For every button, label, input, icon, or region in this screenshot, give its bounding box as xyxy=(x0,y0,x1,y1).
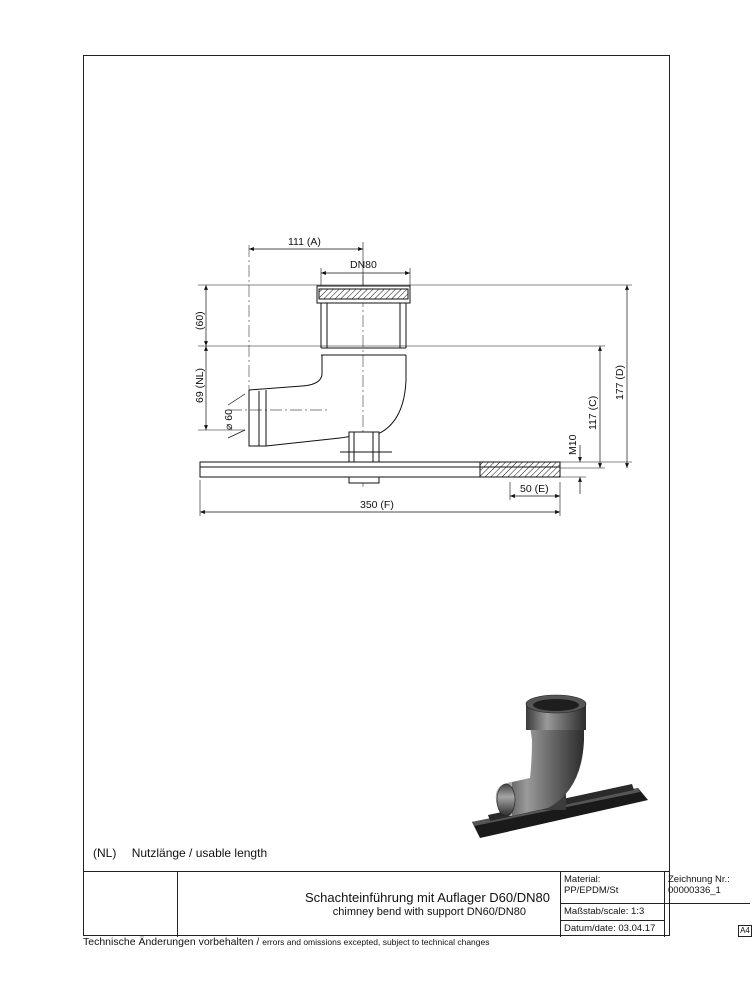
support-rail xyxy=(200,462,560,483)
product-render xyxy=(472,695,648,838)
dim-h60: (60) xyxy=(194,311,206,330)
footer-disclaimer xyxy=(83,936,489,948)
material-cell xyxy=(561,872,665,904)
title-block-logo-area xyxy=(83,872,178,937)
footer-de: Technische Änderungen vorbehalten / xyxy=(83,936,263,948)
footer-en: errors and omissions excepted, subject to technical changes xyxy=(262,937,490,947)
title-block-title xyxy=(178,872,561,937)
drawing-number-value: 00000336_1 xyxy=(668,885,721,896)
center-lines xyxy=(230,245,363,490)
drawing-number-cell xyxy=(665,872,750,904)
material-label: Material: xyxy=(564,874,601,885)
usable-length-note xyxy=(93,846,279,860)
dim-m10: M10 xyxy=(567,434,579,455)
scale-cell: Maßstab/scale: 1:3 xyxy=(561,904,665,921)
title-block xyxy=(83,871,750,937)
dim-e: 50 (E) xyxy=(520,483,549,495)
pipe-section xyxy=(249,286,410,482)
note-text: Nutzlänge / usable length xyxy=(131,846,268,860)
title-en: chimney bend with support DN60/DN80 xyxy=(332,906,526,918)
note-abbr: (NL) xyxy=(93,846,117,860)
dim-f: 350 (F) xyxy=(360,499,394,511)
date-cell: Datum/date: 03.04.17 xyxy=(561,921,665,937)
drawing-number-label: Zeichnung Nr.: xyxy=(668,874,730,885)
material-value: PP/EPDM/St xyxy=(564,885,619,896)
dim-dia: ⌀ 60 xyxy=(223,409,235,430)
dim-d: 177 (D) xyxy=(614,364,626,400)
dim-a: 111 (A) xyxy=(288,236,321,248)
paper-size: A4 xyxy=(738,925,752,937)
dim-dn: DN80 xyxy=(350,259,377,271)
title-de: Schachteinführung mit Auflager D60/DN80 xyxy=(305,890,550,905)
dim-c: 117 (C) xyxy=(587,395,599,430)
dim-nl: 69 (NL) xyxy=(194,367,206,403)
